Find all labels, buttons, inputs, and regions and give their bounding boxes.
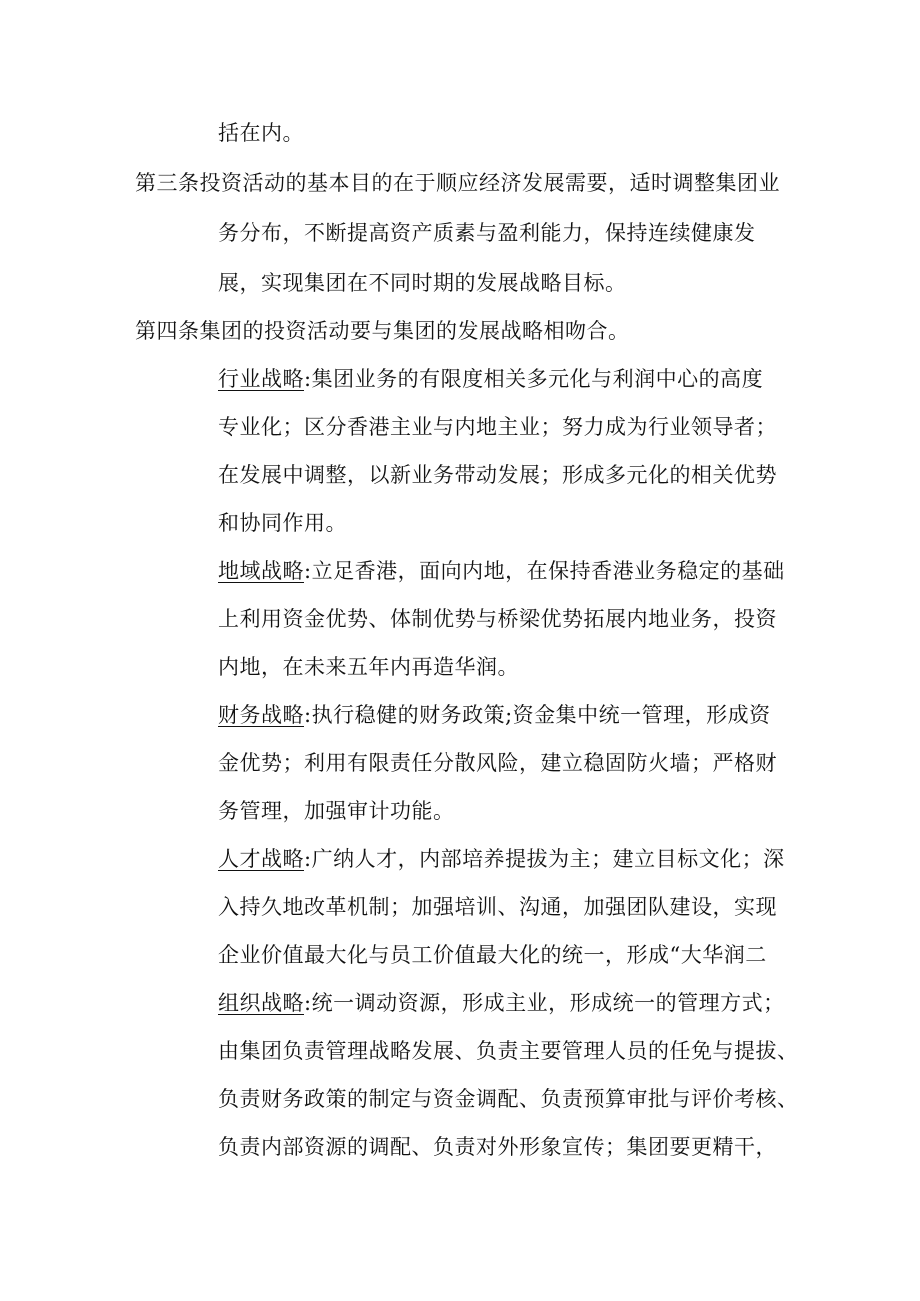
article-3-heading-line <box>135 168 780 198</box>
paragraph-line <box>218 460 777 490</box>
line-text: 务分布，不断提高资产质素与盈利能力，保持连续健康发 <box>218 221 756 245</box>
strategy-term: 地域战略 <box>218 559 304 583</box>
paragraph-line <box>218 748 777 778</box>
line-text: :集团业务的有限度相关多元化与利润中心的高度 <box>304 367 764 391</box>
paragraph-line <box>218 118 304 148</box>
paragraph-line <box>218 1036 799 1066</box>
line-text: :广纳人才，内部培养提拔为主；建立目标文化；深 <box>304 847 785 871</box>
line-text: 入持久地改革机制；加强培训、沟通，加强团队建设，实现 <box>218 895 777 919</box>
line-text: 负责财务政策的制定与资金调配、负责预算审批与评价考核、 <box>218 1087 799 1111</box>
line-text: 专业化；区分香港主业与内地主业；努力成为行业领导者； <box>218 415 777 439</box>
paragraph-line <box>218 604 777 634</box>
article-4-heading-line <box>135 316 630 346</box>
paragraph-line <box>218 652 519 682</box>
strategy-term: 行业战略 <box>218 367 304 391</box>
paragraph-line <box>218 940 767 970</box>
strategy-term: 组织战略 <box>218 991 304 1015</box>
line-text: 金优势；利用有限责任分散风险，建立稳固防火墙；严格财 <box>218 751 777 775</box>
strategy-term: 财务战略 <box>218 703 304 727</box>
line-text: 和协同作用。 <box>218 511 347 535</box>
paragraph-line <box>218 1132 777 1162</box>
line-text: 由集团负责管理战略发展、负责主要管理人员的任免与提拔、 <box>218 1039 799 1063</box>
line-text: 企业价值最大化与员工价值最大化的统一，形成“大华润二 <box>218 943 767 967</box>
paragraph-line <box>218 508 347 538</box>
strategy-term: 人才战略 <box>218 847 304 871</box>
paragraph-line <box>218 412 777 442</box>
line-text: 第三条投资活动的基本目的在于顺应经济发展需要，适时调整集团业 <box>135 171 780 195</box>
line-text: 展，实现集团在不同时期的发展战略目标。 <box>218 271 627 295</box>
line-text: 在发展中调整，以新业务带动发展；形成多元化的相关优势 <box>218 463 777 487</box>
line-text: :执行稳健的财务政策;资金集中统一管理，形成资 <box>304 703 771 727</box>
line-text: 括在内。 <box>218 121 304 145</box>
regional-strategy-line <box>218 556 785 586</box>
industry-strategy-line <box>218 364 763 394</box>
talent-strategy-line <box>218 844 785 874</box>
line-text: :立足香港，面向内地，在保持香港业务稳定的基础 <box>304 559 785 583</box>
paragraph-line <box>218 796 455 826</box>
finance-strategy-line <box>218 700 771 730</box>
paragraph-line <box>218 892 777 922</box>
line-text: 负责内部资源的调配、负责对外形象宣传；集团要更精干， <box>218 1135 777 1159</box>
line-text: 上利用资金优势、体制优势与桥梁优势拓展内地业务，投资 <box>218 607 777 631</box>
organization-strategy-line <box>218 988 785 1018</box>
paragraph-line <box>218 1084 799 1114</box>
line-text: 第四条集团的投资活动要与集团的发展战略相吻合。 <box>135 319 630 343</box>
line-text: 务管理，加强审计功能。 <box>218 799 455 823</box>
paragraph-line <box>218 218 756 248</box>
line-text: :统一调动资源，形成主业，形成统一的管理方式； <box>304 991 785 1015</box>
line-text: 内地，在未来五年内再造华润。 <box>218 655 519 679</box>
paragraph-line <box>218 268 627 298</box>
